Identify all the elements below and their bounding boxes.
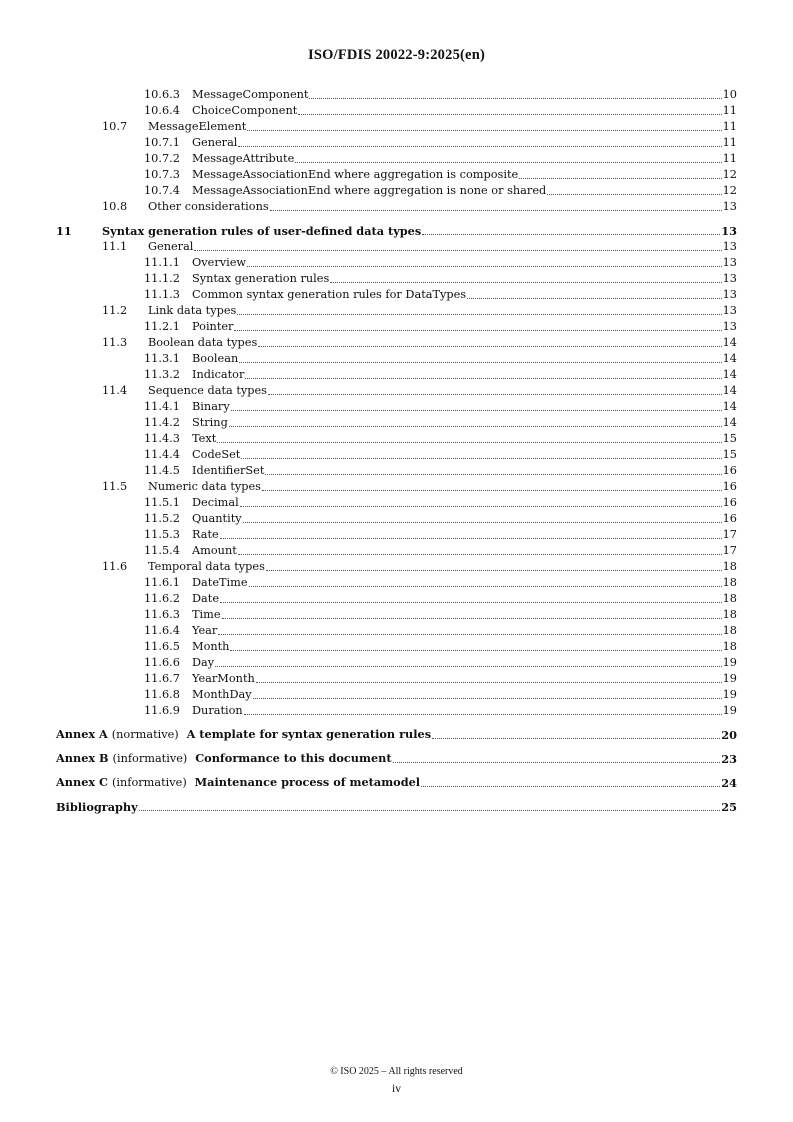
toc-entry-page: 15 <box>722 432 737 445</box>
leader-dots <box>220 538 722 539</box>
toc-entry-page: 11 <box>722 120 737 133</box>
toc-entry-number: 11.6 <box>102 560 128 573</box>
toc-entry-number: 11.6.7 <box>144 672 180 685</box>
toc-entry-title: Month <box>192 640 230 653</box>
leader-dots <box>234 330 721 331</box>
toc-entry-page: 13 <box>722 304 737 317</box>
toc-entry-title: Year <box>192 624 218 637</box>
copyright-notice: © ISO 2025 – All rights reserved <box>330 1066 463 1077</box>
toc-entry-number: 10.7.3 <box>144 168 180 181</box>
toc-entry-title: Temporal data types <box>148 560 265 573</box>
toc-entry-page: 15 <box>722 448 737 461</box>
toc-entry-number: 11.4.3 <box>144 432 180 445</box>
toc-entry[interactable] <box>56 270 737 286</box>
toc-entry[interactable] <box>56 558 737 574</box>
toc-entry-title: Text <box>192 432 217 445</box>
toc-entry-title: Time <box>192 608 221 621</box>
toc-entry[interactable] <box>56 462 737 478</box>
toc-entry[interactable] <box>56 510 737 526</box>
toc-entry[interactable] <box>56 494 737 510</box>
toc-entry-annex-c[interactable] <box>56 773 737 790</box>
toc-entry-number: 11.6.1 <box>144 576 180 589</box>
toc-entry[interactable] <box>56 590 737 606</box>
toc-entry[interactable] <box>56 430 737 446</box>
leader-dots <box>217 442 721 443</box>
toc-entry-number: 10.6.4 <box>144 104 180 117</box>
leader-dots <box>467 298 722 299</box>
toc-entry[interactable] <box>56 302 737 318</box>
leader-dots <box>245 378 721 379</box>
toc-entry-page: 19 <box>722 704 737 717</box>
toc-entry-number: 11.5.1 <box>144 496 180 509</box>
leader-dots <box>240 506 722 507</box>
page-number: iv <box>392 1083 401 1095</box>
toc-entry-number: 11.4 <box>102 384 128 397</box>
leader-dots <box>265 474 721 475</box>
toc-entry-title: Bibliography <box>56 800 138 814</box>
toc-entry[interactable] <box>56 350 737 366</box>
leader-dots <box>298 114 721 115</box>
toc-entry-number: 11.5.3 <box>144 528 180 541</box>
toc-entry-number: 11.2 <box>102 304 128 317</box>
toc-entry-title: Common syntax generation rules for DataTypes <box>192 288 467 301</box>
toc-entry-title: CodeSet <box>192 448 241 461</box>
toc-entry-annex-a[interactable] <box>56 725 737 742</box>
leader-dots <box>241 458 721 459</box>
toc-entry-title: MessageComponent <box>192 88 309 101</box>
toc-entry-page: 18 <box>722 592 737 605</box>
toc-entry-title: MonthDay <box>192 688 252 701</box>
toc-entry-number: 11.3 <box>102 336 128 349</box>
toc-entry-number: 11.6.9 <box>144 704 180 717</box>
toc-entry-title: Amount <box>192 544 237 557</box>
leader-dots <box>243 522 722 523</box>
toc-entry-title: Boolean <box>192 352 239 365</box>
annex-type: (informative) <box>111 776 187 789</box>
toc-entry-title: Syntax generation rules of user-defined data types <box>102 224 422 238</box>
toc-entry[interactable] <box>56 398 737 414</box>
annex-label: Annex A <box>56 727 108 741</box>
leader-dots <box>249 586 722 587</box>
annex-label: Annex B <box>56 751 109 765</box>
toc-entry-number: 11.5.2 <box>144 512 180 525</box>
toc-entry-page: 13 <box>722 272 737 285</box>
toc-entry-page: 14 <box>722 352 737 365</box>
toc-entry-number: 10.7.1 <box>144 136 180 149</box>
toc-entry-title: Boolean data types <box>148 336 258 349</box>
toc-entry-title: Sequence data types <box>148 384 267 397</box>
toc-entry[interactable] <box>56 526 737 542</box>
leader-dots <box>230 650 721 651</box>
toc-entry-title: DateTime <box>192 576 248 589</box>
toc-entry-page: 19 <box>722 656 737 669</box>
leader-dots <box>218 634 721 635</box>
toc-entry-page: 13 <box>722 288 737 301</box>
toc-entry-page: 13 <box>722 200 737 213</box>
leader-dots <box>253 698 722 699</box>
toc-entry-title: ChoiceComponent <box>192 104 298 117</box>
toc-entry[interactable] <box>56 446 737 462</box>
leader-dots <box>432 738 720 739</box>
toc-entry[interactable] <box>56 166 737 182</box>
leader-dots <box>231 410 722 411</box>
toc-entry-page: 24 <box>721 776 737 790</box>
toc-entry-page: 14 <box>722 400 737 413</box>
toc-entry[interactable] <box>56 254 737 270</box>
toc-entry-page: 18 <box>722 608 737 621</box>
toc-entry-title: Maintenance process of metamodel <box>194 775 421 789</box>
toc-entry-page: 13 <box>722 240 737 253</box>
toc-entry-number: 10.7.4 <box>144 184 180 197</box>
toc-entry[interactable] <box>56 334 737 350</box>
leader-dots <box>229 426 722 427</box>
toc-entry-page: 12 <box>722 168 737 181</box>
toc-entry[interactable] <box>56 86 737 102</box>
toc-entry[interactable] <box>56 622 737 638</box>
toc-entry[interactable] <box>56 182 737 198</box>
leader-dots <box>330 282 721 283</box>
toc-entry-number: 10.7.2 <box>144 152 180 165</box>
toc-entry[interactable] <box>56 286 737 302</box>
leader-dots <box>220 602 722 603</box>
toc-entry-title: Rate <box>192 528 219 541</box>
toc-entry-bibliography[interactable] <box>56 797 737 814</box>
toc-entry-page: 18 <box>722 640 737 653</box>
leader-dots <box>194 250 721 251</box>
leader-dots <box>244 714 722 715</box>
toc-entry-number: 11.6.5 <box>144 640 180 653</box>
toc-entry[interactable] <box>56 238 737 254</box>
leader-dots <box>547 194 721 195</box>
toc-entry-page: 13 <box>721 224 737 238</box>
toc-entry-title: General <box>192 136 238 149</box>
leader-dots <box>309 98 721 99</box>
toc-entry[interactable] <box>56 382 737 398</box>
toc-entry[interactable] <box>56 542 737 558</box>
annex-type: (normative) <box>111 728 179 741</box>
toc-entry-number: 11.1.1 <box>144 256 180 269</box>
leader-dots <box>238 554 722 555</box>
toc-entry-page: 11 <box>722 136 737 149</box>
toc-entry-number: 11.3.1 <box>144 352 180 365</box>
leader-dots <box>270 210 722 211</box>
leader-dots <box>238 146 721 147</box>
toc-entry[interactable] <box>56 414 737 430</box>
toc-entry-title: Numeric data types <box>148 480 261 493</box>
toc-entry[interactable] <box>56 478 737 494</box>
toc-entry-number: 11.4.2 <box>144 416 180 429</box>
toc-entry-page: 14 <box>722 368 737 381</box>
toc-entry-number: 11.1.2 <box>144 272 180 285</box>
toc-entry-title: String <box>192 416 228 429</box>
toc-entry-page: 12 <box>722 184 737 197</box>
toc-entry-title: Day <box>192 656 215 669</box>
toc-entry-page: 16 <box>722 464 737 477</box>
toc-entry[interactable] <box>56 654 737 670</box>
leader-dots <box>222 618 722 619</box>
toc-entry-title: Link data types <box>148 304 237 317</box>
toc-entry-title: MessageElement <box>148 120 247 133</box>
toc-entry-title: Syntax generation rules <box>192 272 330 285</box>
toc-entry[interactable] <box>56 670 737 686</box>
toc-entry-title: Indicator <box>192 368 245 381</box>
toc-entry[interactable] <box>56 702 737 718</box>
toc-entry-number: 10.8 <box>102 200 128 213</box>
toc-entry-page: 16 <box>722 480 737 493</box>
toc-entry-page: 23 <box>721 752 737 766</box>
toc-entry-page: 13 <box>722 256 737 269</box>
annex-label: Annex C <box>56 775 109 789</box>
toc-entry-title: Pointer <box>192 320 234 333</box>
toc-entry-page: 18 <box>722 560 737 573</box>
toc-entry-page: 16 <box>722 496 737 509</box>
toc-entry-page: 10 <box>722 88 737 101</box>
toc-entry-title: Conformance to this document <box>195 751 392 765</box>
toc-entry-title: Binary <box>192 400 230 413</box>
toc-entry-title: General <box>148 240 194 253</box>
toc-entry-number: 11.4.1 <box>144 400 180 413</box>
toc-entry[interactable] <box>56 102 737 118</box>
toc-entry-page: 17 <box>722 528 737 541</box>
toc-entry-clause[interactable] <box>56 222 737 238</box>
toc-entry[interactable] <box>56 606 737 622</box>
toc-entry-number: 11.1.3 <box>144 288 180 301</box>
toc-entry-page: 13 <box>722 320 737 333</box>
toc-entry-number: 10.7 <box>102 120 128 133</box>
toc-entry-number: 11.3.2 <box>144 368 180 381</box>
toc-entry-title: Quantity <box>192 512 242 525</box>
toc-entry-number: 11.1 <box>102 240 128 253</box>
toc-entry-page: 20 <box>721 728 737 742</box>
leader-dots <box>247 130 721 131</box>
toc-entry-page: 11 <box>722 104 737 117</box>
leader-dots <box>262 490 722 491</box>
table-of-contents <box>56 86 737 814</box>
toc-entry-number: 10.6.3 <box>144 88 180 101</box>
toc-entry-page: 11 <box>722 152 737 165</box>
leader-dots <box>139 810 721 811</box>
leader-dots <box>239 362 721 363</box>
toc-entry-page: 25 <box>721 800 737 814</box>
toc-entry-page: 16 <box>722 512 737 525</box>
toc-entry[interactable] <box>56 638 737 654</box>
toc-entry-title: MessageAttribute <box>192 152 295 165</box>
toc-entry-page: 14 <box>722 416 737 429</box>
toc-entry-page: 14 <box>722 336 737 349</box>
leader-dots <box>393 762 721 763</box>
toc-entry-number: 11.6.6 <box>144 656 180 669</box>
toc-entry-annex-b[interactable] <box>56 749 737 766</box>
toc-entry-title: Other considerations <box>148 200 269 213</box>
leader-dots <box>256 682 722 683</box>
toc-entry-page: 19 <box>722 672 737 685</box>
toc-entry-title: Decimal <box>192 496 239 509</box>
toc-entry-page: 18 <box>722 624 737 637</box>
toc-entry-title: Date <box>192 592 220 605</box>
toc-entry-number: 11.2.1 <box>144 320 180 333</box>
toc-entry[interactable] <box>56 118 737 134</box>
toc-entry-page: 14 <box>722 384 737 397</box>
leader-dots <box>422 234 720 235</box>
toc-entry[interactable] <box>56 150 737 166</box>
toc-entry-title: A template for syntax generation rules <box>186 727 432 741</box>
toc-entry-number: 11.6.2 <box>144 592 180 605</box>
toc-entry-page: 17 <box>722 544 737 557</box>
leader-dots <box>266 570 722 571</box>
toc-entry[interactable] <box>56 198 737 214</box>
toc-entry-title: Duration <box>192 704 243 717</box>
toc-entry-number: 11.6.4 <box>144 624 180 637</box>
toc-entry-title: MessageAssociationEnd where aggregation is none or shared <box>192 184 547 197</box>
leader-dots <box>268 394 722 395</box>
toc-entry-page: 18 <box>722 576 737 589</box>
toc-entry-number: 11 <box>56 224 72 238</box>
leader-dots <box>519 178 721 179</box>
toc-entry-title: Overview <box>192 256 247 269</box>
leader-dots <box>247 266 722 267</box>
toc-entry[interactable] <box>56 318 737 334</box>
leader-dots <box>258 346 721 347</box>
toc-entry-number: 11.6.8 <box>144 688 180 701</box>
toc-entry[interactable] <box>56 686 737 702</box>
toc-entry-title: MessageAssociationEnd where aggregation is composite <box>192 168 519 181</box>
toc-entry[interactable] <box>56 574 737 590</box>
toc-entry-number: 11.5.4 <box>144 544 180 557</box>
document-header: ISO/FDIS 20022-9:2025(en) <box>308 47 485 63</box>
leader-dots <box>295 162 721 163</box>
toc-entry[interactable] <box>56 366 737 382</box>
toc-entry-title: YearMonth <box>192 672 255 685</box>
leader-dots <box>215 666 721 667</box>
leader-dots <box>237 314 721 315</box>
toc-entry-number: 11.6.3 <box>144 608 180 621</box>
toc-entry-number: 11.4.4 <box>144 448 180 461</box>
toc-entry[interactable] <box>56 134 737 150</box>
toc-entry-number: 11.4.5 <box>144 464 180 477</box>
toc-entry-page: 19 <box>722 688 737 701</box>
toc-entry-number: 11.5 <box>102 480 128 493</box>
annex-type: (informative) <box>112 752 188 765</box>
toc-entry-title: IdentifierSet <box>192 464 265 477</box>
leader-dots <box>421 786 720 787</box>
